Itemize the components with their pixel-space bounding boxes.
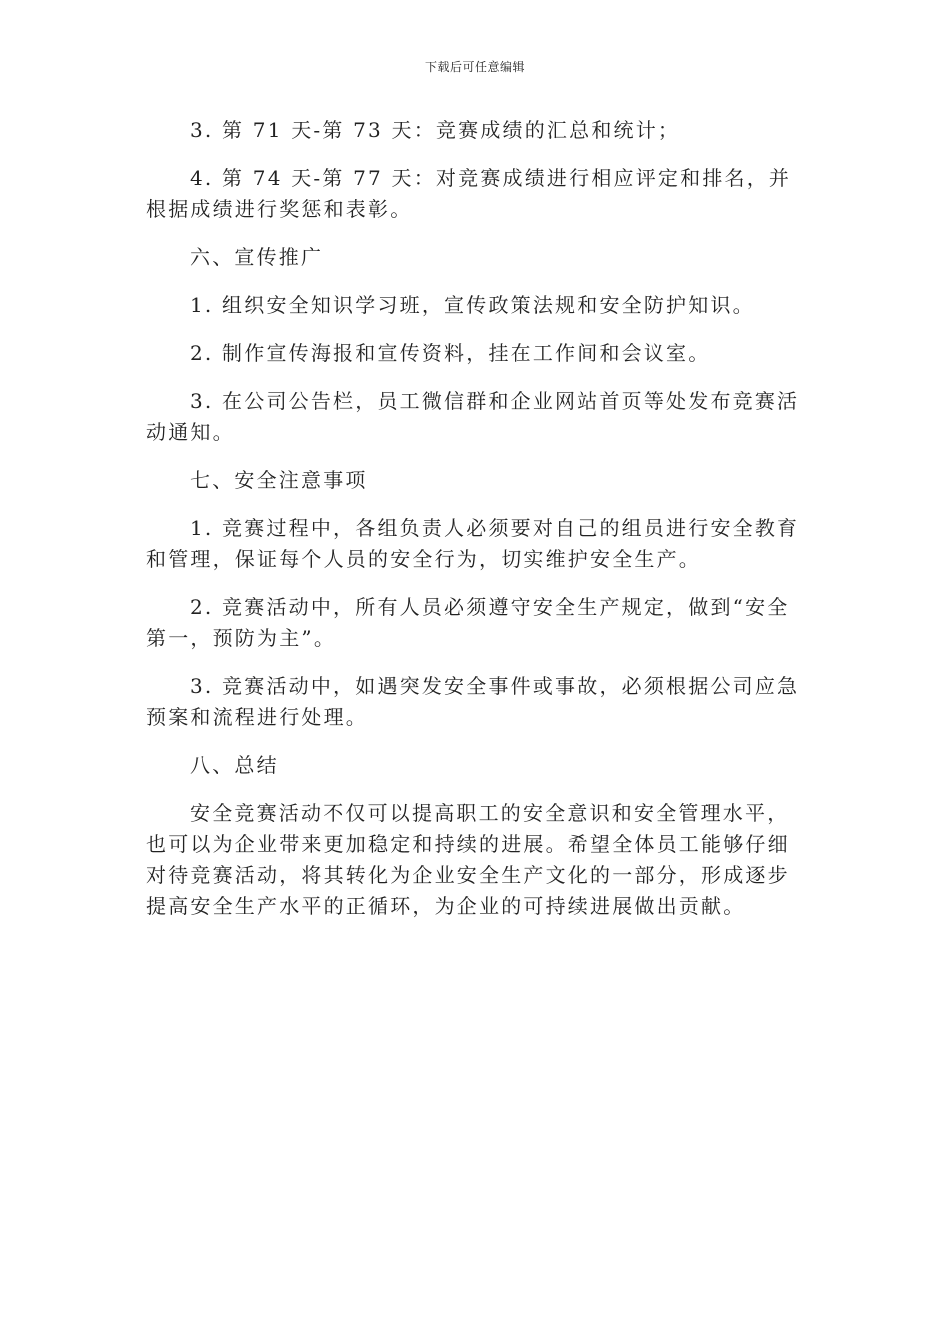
paragraph-promotion-2: 2. 制作宣传海报和宣传资料，挂在工作间和会议室。	[190, 341, 711, 365]
paragraph-safety-2: 2. 竞赛活动中，所有人员必须遵守安全生产规定，做到“安全第一，预防为主”。	[146, 595, 790, 650]
section-heading-promotion: 六、宣传推广	[190, 245, 324, 269]
paragraph-promotion-3: 3. 在公司公告栏，员工微信群和企业网站首页等处发布竞赛活动通知。	[146, 389, 800, 444]
header-note: 下载后可任意编辑	[424, 60, 525, 74]
section-heading-safety: 七、安全注意事项	[190, 468, 368, 492]
document-body	[146, 115, 802, 922]
paragraph-safety-3: 3. 竞赛活动中，如遇突发安全事件或事故，必须根据公司应急预案和流程进行处理。	[146, 674, 800, 729]
paragraph-safety-1: 1. 竞赛过程中，各组负责人必须要对自己的组员进行安全教育和管理，保证每个人员的安全行为，切实维护安全生产。	[146, 516, 800, 571]
paragraph-summary: 安全竞赛活动不仅可以提高职工的安全意识和安全管理水平，也可以为企业带来更加稳定和持续的进展。希望全体员工能够仔细对待竞赛活动，将其转化为企业安全生产文化的一部分，形成逐步提高安全生产水平的正循环，为企业的可持续进展做出贡献。	[146, 801, 790, 918]
paragraph-promotion-1: 1. 组织安全知识学习班，宣传政策法规和安全防护知识。	[190, 293, 755, 317]
paragraph-schedule-4: 4. 第 74 天-第 77 天：对竞赛成绩进行相应评定和排名，并根据成绩进行奖惩和表彰。	[146, 166, 792, 221]
paragraph-schedule-3: 3. 第 71 天-第 73 天：竞赛成绩的汇总和统计；	[190, 118, 681, 142]
section-heading-summary: 八、总结	[190, 753, 279, 777]
